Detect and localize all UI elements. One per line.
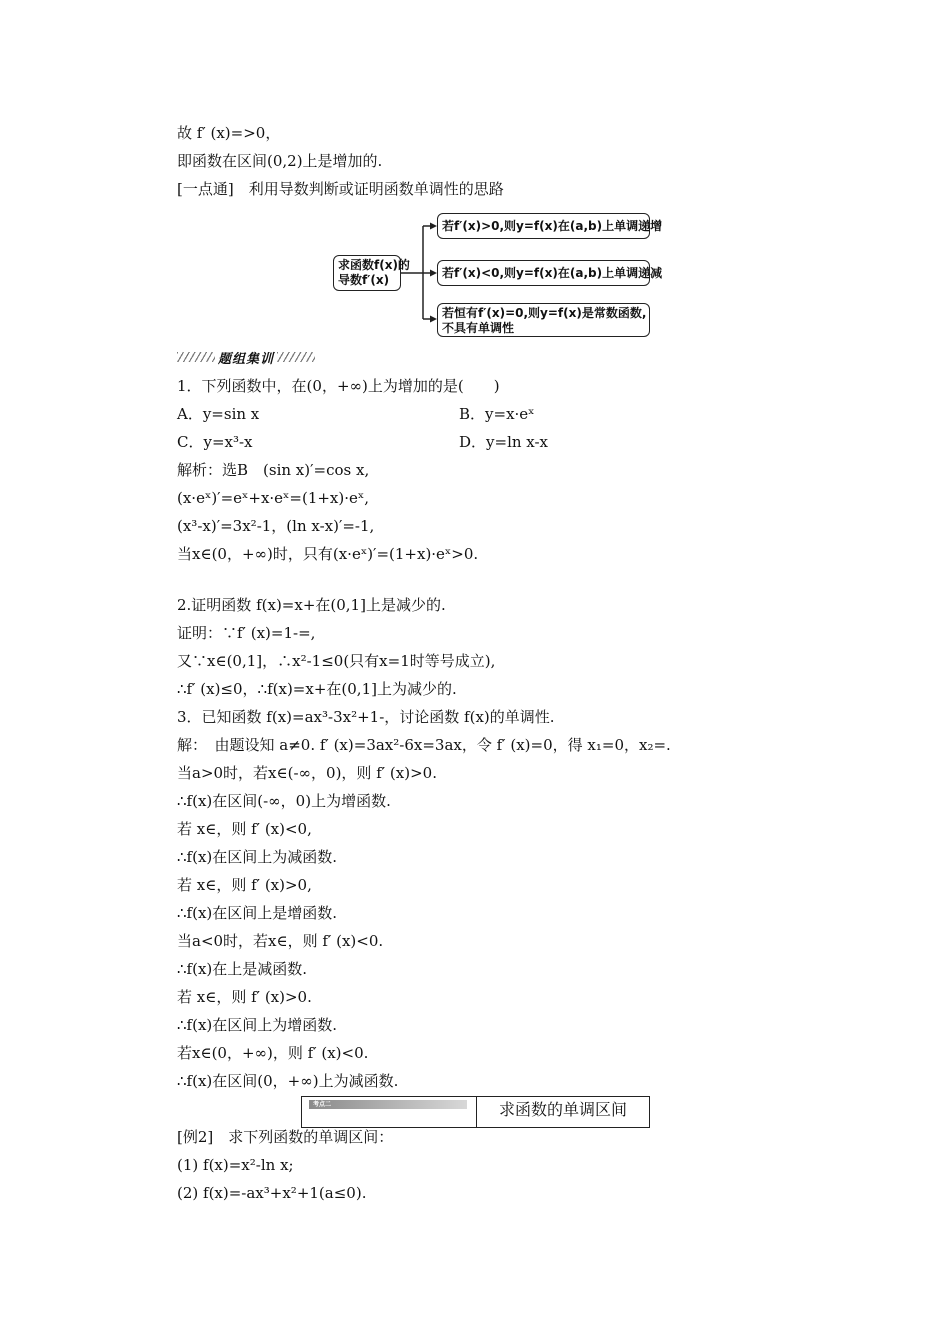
q2-line: 又∵x∈(0,1]，∴x²-1≤0(只有x=1时等号成立), (177, 652, 496, 670)
section-title: 题组集训 (218, 351, 275, 367)
diagram-root-line1: 求函数f(x)的 (338, 258, 410, 272)
q3-line: 当a<0时，若x∈，则 f′ (x)<0. (177, 932, 384, 950)
q2-line: 2.证明函数 f(x)=x+在(0,1]上是减少的. (177, 596, 446, 614)
q3-line: ∴f(x)在区间(0，+∞)上为减函数. (177, 1072, 399, 1090)
q1-option-c: C．y=x³-x (177, 433, 253, 451)
diagram-branch-constant-line1: 若恒有f′(x)=0,则y=f(x)是常数函数, (442, 306, 647, 320)
kaodian-tag-cell (302, 1097, 477, 1127)
q1-solution-line: 当x∈(0，+∞)时，只有(x·eˣ)′=(1+x)·eˣ>0. (177, 545, 479, 563)
q1-stem: 1．下列函数中，在(0，+∞)上为增加的是( ) (177, 377, 500, 395)
diagram-root-box (333, 255, 410, 291)
example2-line: [例2] 求下列函数的单调区间： (177, 1128, 394, 1146)
text-line: 即函数在区间(0,2)上是增加的. (177, 152, 383, 170)
diagram-branch-decreasing: 若f′(x)<0,则y=f(x)在(a,b)上单调递减 (437, 260, 650, 286)
q3-line: 若x∈(0，+∞)，则 f′ (x)<0. (177, 1044, 369, 1062)
q3-line: ∴f(x)在区间(-∞，0)上为增函数. (177, 792, 391, 810)
q3-line: 若 x∈，则 f′ (x)>0. (177, 988, 312, 1006)
text-line: 故 f′ (x)=>0， (177, 124, 281, 142)
q2-line: 证明：∵f′ (x)=1-=, (177, 624, 316, 642)
diagram-branch-constant-line2: 不具有单调性 (442, 321, 515, 335)
hatch-decoration-right (277, 352, 315, 362)
kaodian-tag: 考点二 (309, 1100, 467, 1109)
q1-solution-line: 解析：选B (sin x)′=cos x, (177, 461, 370, 479)
q1-option-d: D．y=ln x-x (459, 433, 549, 451)
kaodian-header-box (301, 1096, 650, 1128)
section-heading-tizujixun (177, 349, 315, 365)
q1-solution-line: (x³-x)′=3x²-1，(ln x-x)′=-1, (177, 517, 375, 535)
q3-line: ∴f(x)在区间上为增函数. (177, 1016, 338, 1034)
kaodian-title: 求函数的单调区间 (498, 1100, 627, 1119)
diagram-root-line2: 导数f′(x) (338, 273, 390, 287)
q3-line: 若 x∈，则 f′ (x)<0, (177, 820, 312, 838)
q3-line: 当a>0时，若x∈(-∞，0)，则 f′ (x)>0. (177, 764, 437, 782)
q3-line: ∴f(x)在区间上为减函数. (177, 848, 338, 866)
q1-option-b: B．y=x·eˣ (459, 405, 535, 423)
q3-line: 3．已知函数 f(x)=ax³-3x²+1-，讨论函数 f(x)的单调性. (177, 708, 555, 726)
q1-option-a: A．y=sin x (177, 405, 260, 423)
q3-line: ∴f(x)在上是减函数. (177, 960, 308, 978)
diagram-branch-increasing: 若f′(x)>0,则y=f(x)在(a,b)上单调递增 (437, 213, 650, 239)
q3-line: 若 x∈，则 f′ (x)>0, (177, 876, 312, 894)
yidiantong-heading: [一点通] 利用导数判断或证明函数单调性的思路 (177, 180, 504, 198)
q2-line: ∴f′ (x)≤0，∴f(x)=x+在(0,1]上为减少的. (177, 680, 457, 698)
hatch-decoration-left (177, 352, 215, 362)
q3-line: ∴f(x)在区间上是增函数. (177, 904, 338, 922)
example2-line: (1) f(x)=x²-ln x; (177, 1156, 294, 1174)
q1-solution-line: (x·eˣ)′=eˣ+x·eˣ=(1+x)·eˣ, (177, 489, 370, 507)
diagram-branch-constant (437, 303, 650, 337)
monotonicity-flow-diagram (333, 207, 663, 339)
example2-line: (2) f(x)=-ax³+x²+1(a≤0). (177, 1184, 367, 1202)
q3-line: 解： 由题设知 a≠0. f′ (x)=3ax²-6x=3ax，令 f′ (x)=0，得 x₁=0，x₂=. (177, 736, 671, 754)
